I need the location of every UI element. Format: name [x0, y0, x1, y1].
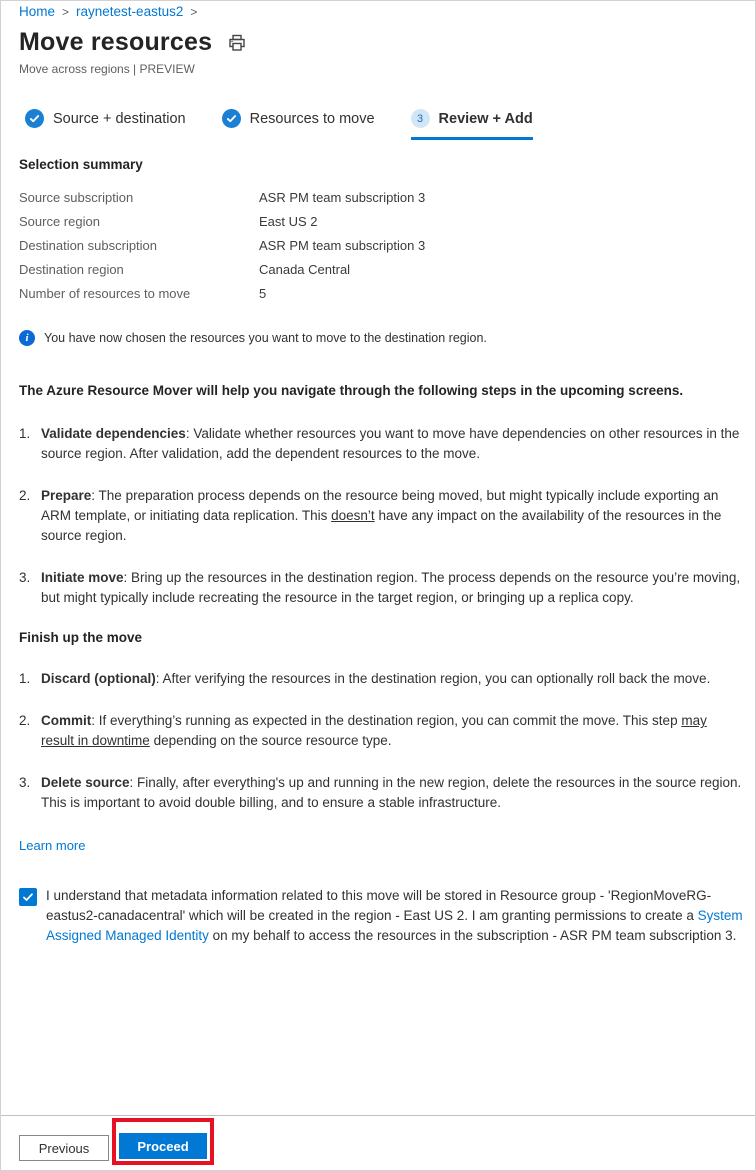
page-subtitle: Move across regions | PREVIEW: [19, 62, 195, 76]
list-item: [19, 568, 743, 608]
summary-row-destination-region: [19, 257, 743, 281]
list-item: [19, 773, 743, 813]
consent-text-before: I understand that metadata information related to this move will be stored in Resource group - 'RegionMoveRG-eastus2-canadacentral' which will be created in the region - East US 2. I am granting permissions to create a: [46, 888, 712, 923]
checkmark-circle-icon: [222, 109, 241, 128]
tab-source-destination[interactable]: [25, 109, 186, 140]
summary-value: East US 2: [259, 213, 318, 229]
step-title: Discard (optional): [41, 671, 156, 686]
tab-label: Source + destination: [53, 110, 186, 127]
list-number: 1.: [19, 426, 31, 441]
step-title: Validate dependencies: [41, 426, 186, 441]
step-text: depending on the source resource type.: [149, 733, 392, 748]
checkmark-circle-icon: [25, 109, 44, 128]
summary-label: Destination region: [19, 261, 124, 277]
selection-summary-table: [19, 185, 743, 305]
step-underlined-text: doesn’t: [331, 508, 375, 523]
title-row: [19, 28, 743, 57]
consent-text: [46, 886, 743, 946]
proceed-button[interactable]: Proceed: [119, 1133, 207, 1159]
step-text: : If everything’s running as expected in the destination region, you can commit the move. This step: [91, 713, 682, 728]
previous-button[interactable]: Previous: [19, 1135, 109, 1161]
summary-label: Source region: [19, 213, 100, 229]
checkbox-checked-icon[interactable]: [19, 888, 37, 906]
finish-steps-list: [19, 669, 743, 813]
step-text: : After verifying the resources in the destination region, you can optionally roll back the move.: [155, 671, 711, 686]
summary-label: Destination subscription: [19, 237, 158, 253]
page-content: [1, 1, 755, 1115]
list-number: 3.: [19, 775, 31, 790]
upcoming-steps-list: [19, 424, 743, 608]
summary-value: ASR PM team subscription 3: [259, 237, 426, 253]
summary-row-resource-count: [19, 281, 743, 305]
step-text: have any impact on the availability of the resources in the source region.: [41, 508, 722, 543]
breadcrumb-resource-group-link[interactable]: raynetest-eastus2: [76, 4, 184, 19]
breadcrumb: [19, 4, 743, 19]
list-number: 2.: [19, 488, 31, 503]
tab-label: Review + Add: [438, 110, 533, 127]
list-number: 2.: [19, 713, 31, 728]
summary-value: ASR PM team subscription 3: [259, 189, 426, 205]
summary-row-source-region: [19, 209, 743, 233]
consent-section: [19, 886, 743, 946]
summary-label: Source subscription: [19, 189, 134, 205]
tab-label: Resources to move: [249, 110, 375, 127]
list-item: [19, 669, 743, 689]
wizard-tabs: [19, 109, 743, 140]
list-number: 3.: [19, 570, 31, 585]
list-item: [19, 711, 743, 751]
breadcrumb-separator-icon: >: [190, 4, 198, 19]
consent-text-after: on my behalf to access the resources in the subscription - ASR PM team subscription 3.: [208, 928, 737, 943]
breadcrumb-separator-icon: >: [62, 4, 70, 19]
learn-more-link[interactable]: Learn more: [19, 838, 86, 853]
info-banner: [19, 330, 743, 346]
list-item: [19, 424, 743, 464]
step-text: : The preparation process depends on the resource being moved, but might typically include exporting an ARM template, or initiating data replication. This: [41, 488, 719, 523]
breadcrumb-home-link[interactable]: Home: [19, 4, 56, 19]
tab-resources-to-move[interactable]: [222, 109, 375, 140]
step-number-badge: 3: [411, 109, 430, 128]
finish-heading: Finish up the move: [19, 630, 143, 645]
tab-review-add[interactable]: [411, 109, 533, 140]
list-item: [19, 486, 743, 546]
print-icon[interactable]: [228, 34, 246, 52]
summary-value: Canada Central: [259, 261, 351, 277]
intro-heading: The Azure Resource Mover will help you navigate through the following steps in the upcoming screens.: [19, 383, 684, 398]
step-underlined-text: may result in downtime: [41, 713, 707, 748]
summary-value: 5: [259, 285, 267, 301]
step-title: Commit: [41, 713, 92, 728]
page-title: Move resources: [19, 28, 213, 56]
info-icon: i: [19, 330, 35, 346]
wizard-footer: [1, 1115, 755, 1170]
step-text: : Validate whether resources you want to move have dependencies on other resources in the source region. After validation, add the dependent resources to the move.: [41, 426, 740, 461]
red-highlight-annotation: [112, 1118, 214, 1165]
step-title: Initiate move: [41, 570, 124, 585]
list-number: 1.: [19, 671, 31, 686]
summary-row-source-subscription: [19, 185, 743, 209]
step-title: Delete source: [41, 775, 130, 790]
step-text: : Finally, after everything's up and running in the new region, delete the resources in the source region. This is important to avoid double billing, and to ensure a stable infrastructure.: [41, 775, 742, 810]
selection-summary-heading: Selection summary: [19, 157, 143, 172]
managed-identity-link[interactable]: System Assigned Managed Identity: [46, 908, 743, 943]
info-text: You have now chosen the resources you want to move to the destination region.: [44, 331, 487, 345]
step-title: Prepare: [41, 488, 92, 503]
step-text: : Bring up the resources in the destination region. The process depends on the resource you’re moving, but might typically include recreating the resource in the target region, or bringing up a replica copy.: [41, 570, 741, 605]
summary-label: Number of resources to move: [19, 285, 191, 301]
summary-row-destination-subscription: [19, 233, 743, 257]
